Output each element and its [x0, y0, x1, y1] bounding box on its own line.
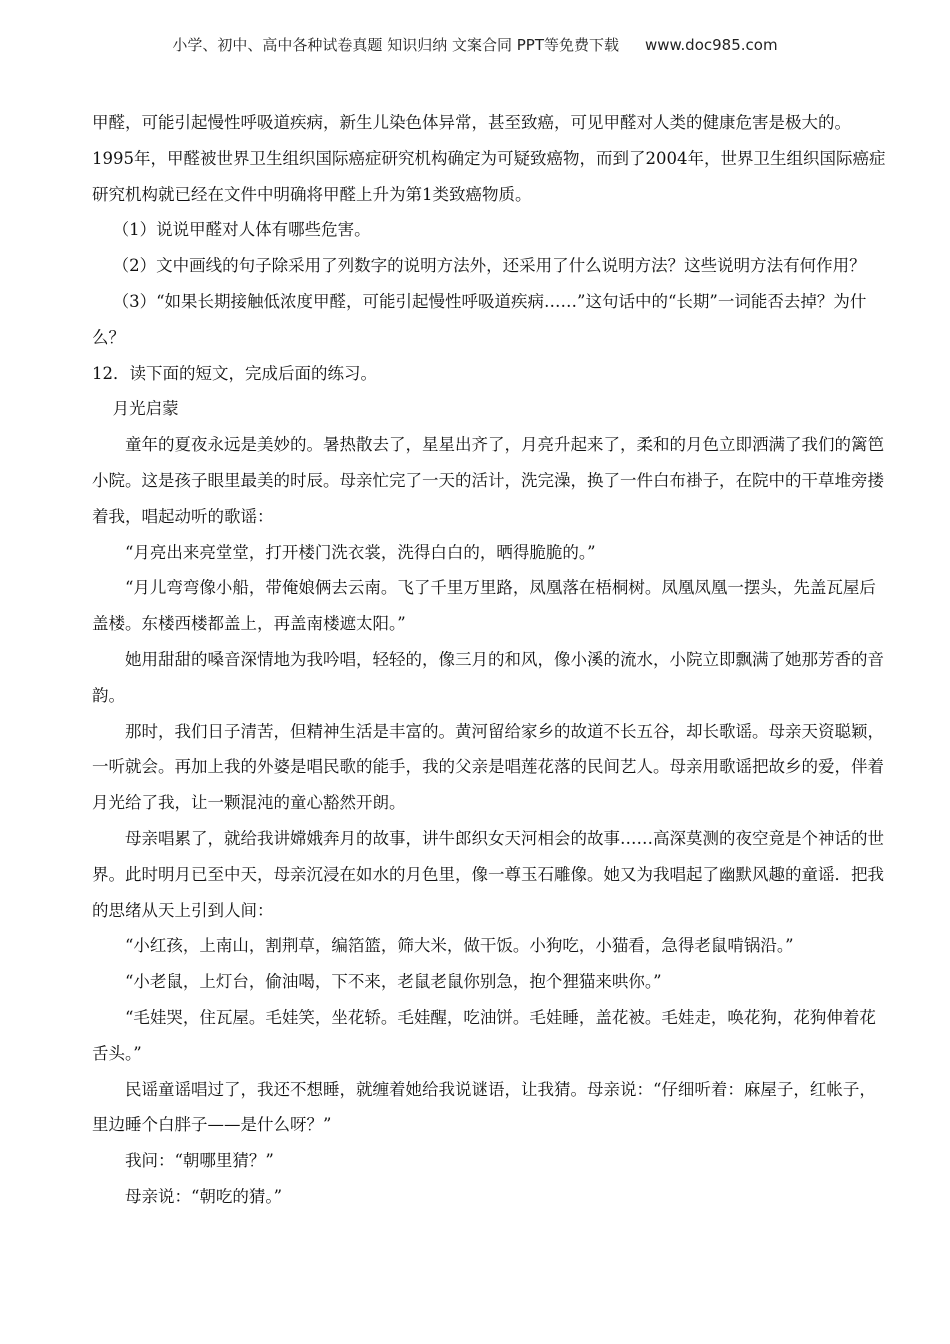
article-paragraph: 母亲唱累了，就给我讲嫦娥奔月的故事，讲牛郎织女天河相会的故事……高深莫测的夜空竟是个神话的世界。此时明月已至中天，母亲沉浸在如水的月色里，像一尊玉石雕像。她又为我唱起了幽默风趣的童谣．把我的思绪从天上引到人间： [92, 828, 884, 920]
ballad-1: “月亮出来亮堂堂，打开楼门洗衣裳，洗得白白的，晒得脆脆的。” [125, 542, 596, 562]
question-12-heading: 12．读下面的短文，完成后面的练习。 [92, 363, 377, 383]
dialogue-line: 母亲说：“朝吃的猜。” [125, 1186, 283, 1206]
dialogue-line: 我问：“朝哪里猜？” [125, 1151, 274, 1171]
paragraph-formaldehyde: 甲醛，可能引起慢性呼吸道疾病，新生儿染色体异常，甚至致癌，可见甲醛对人类的健康危害是极大的。1995年，甲醛被世界卫生组织国际癌症研究机构确定为可疑致癌物，而到了2004年，世界卫生组织国际癌症研究机构就已经在文件中明确将甲醛上升为第1类致癌物质。 [92, 113, 886, 204]
header-url: www.doc985.com [644, 36, 778, 54]
question-2: （2）文中画线的句子除采用了列数字的说明方法外，还采用了什么说明方法？这些说明方法有何作用？ [112, 256, 866, 276]
article-title: 月光启蒙 [112, 399, 179, 419]
document-body [92, 105, 889, 1215]
nursery-rhyme-2: “小老鼠，上灯台，偷油喝，下不来，老鼠老鼠你别急，抱个狸猫来哄你。” [125, 972, 662, 992]
nursery-rhyme-3: “毛娃哭，住瓦屋。毛娃笑，坐花轿。毛娃醒，吃油饼。毛娃睡，盖花被。毛娃走，唤花狗，花狗伸着花舌头。” [92, 1007, 876, 1063]
article-paragraph: 那时，我们日子清苦，但精神生活是丰富的。黄河留给家乡的故道不长五谷，却长歌谣。母亲天资聪颖，一听就会。再加上我的外婆是唱民歌的能手，我的父亲是唱莲花落的民间艺人。母亲用歌谣把故乡的爱，伴着月光给了我，让一颗混沌的童心豁然开朗。 [92, 721, 884, 813]
article-paragraph: 她用甜甜的嗓音深情地为我吟唱，轻轻的，像三月的和风，像小溪的流水，小院立即飘满了她那芳香的音韵。 [92, 649, 884, 705]
article-paragraph: 童年的夏夜永远是美妙的。暑热散去了，星星出齐了，月亮升起来了，柔和的月色立即洒满了我们的篱笆小院。这是孩子眼里最美的时辰。母亲忙完了一天的活计，洗完澡，换了一件白布褂子，在院中的干草堆旁搂着我，唱起动听的歌谣： [92, 435, 884, 526]
page-header [0, 34, 950, 55]
question-3: （3）“如果长期接触低浓度甲醛，可能引起慢性呼吸道疾病……”这句话中的“长期”一词能否去掉？为什么？ [92, 291, 867, 347]
ballad-2: “月儿弯弯像小船，带俺娘俩去云南。飞了千里万里路，凤凰落在梧桐树。凤凰凤凰一摆头，先盖瓦屋后盖楼。东楼西楼都盖上，再盖南楼遮太阳。” [92, 578, 876, 634]
question-1: （1）说说甲醛对人体有哪些危害。 [112, 220, 371, 240]
nursery-rhyme-1: “小红孩，上南山，割荆草，编箔篮，筛大米，做干饭。小狗吃，小猫看，急得老鼠啃锅沿。” [125, 936, 794, 956]
article-paragraph: 民谣童谣唱过了，我还不想睡，就缠着她给我说谜语，让我猜。母亲说：“仔细听着：麻屋子，红帐子，里边睡个白胖子——是什么呀？” [92, 1079, 876, 1135]
header-text: 小学、初中、高中各种试卷真题 知识归纳 文案合同 PPT等免费下载 [172, 36, 619, 54]
